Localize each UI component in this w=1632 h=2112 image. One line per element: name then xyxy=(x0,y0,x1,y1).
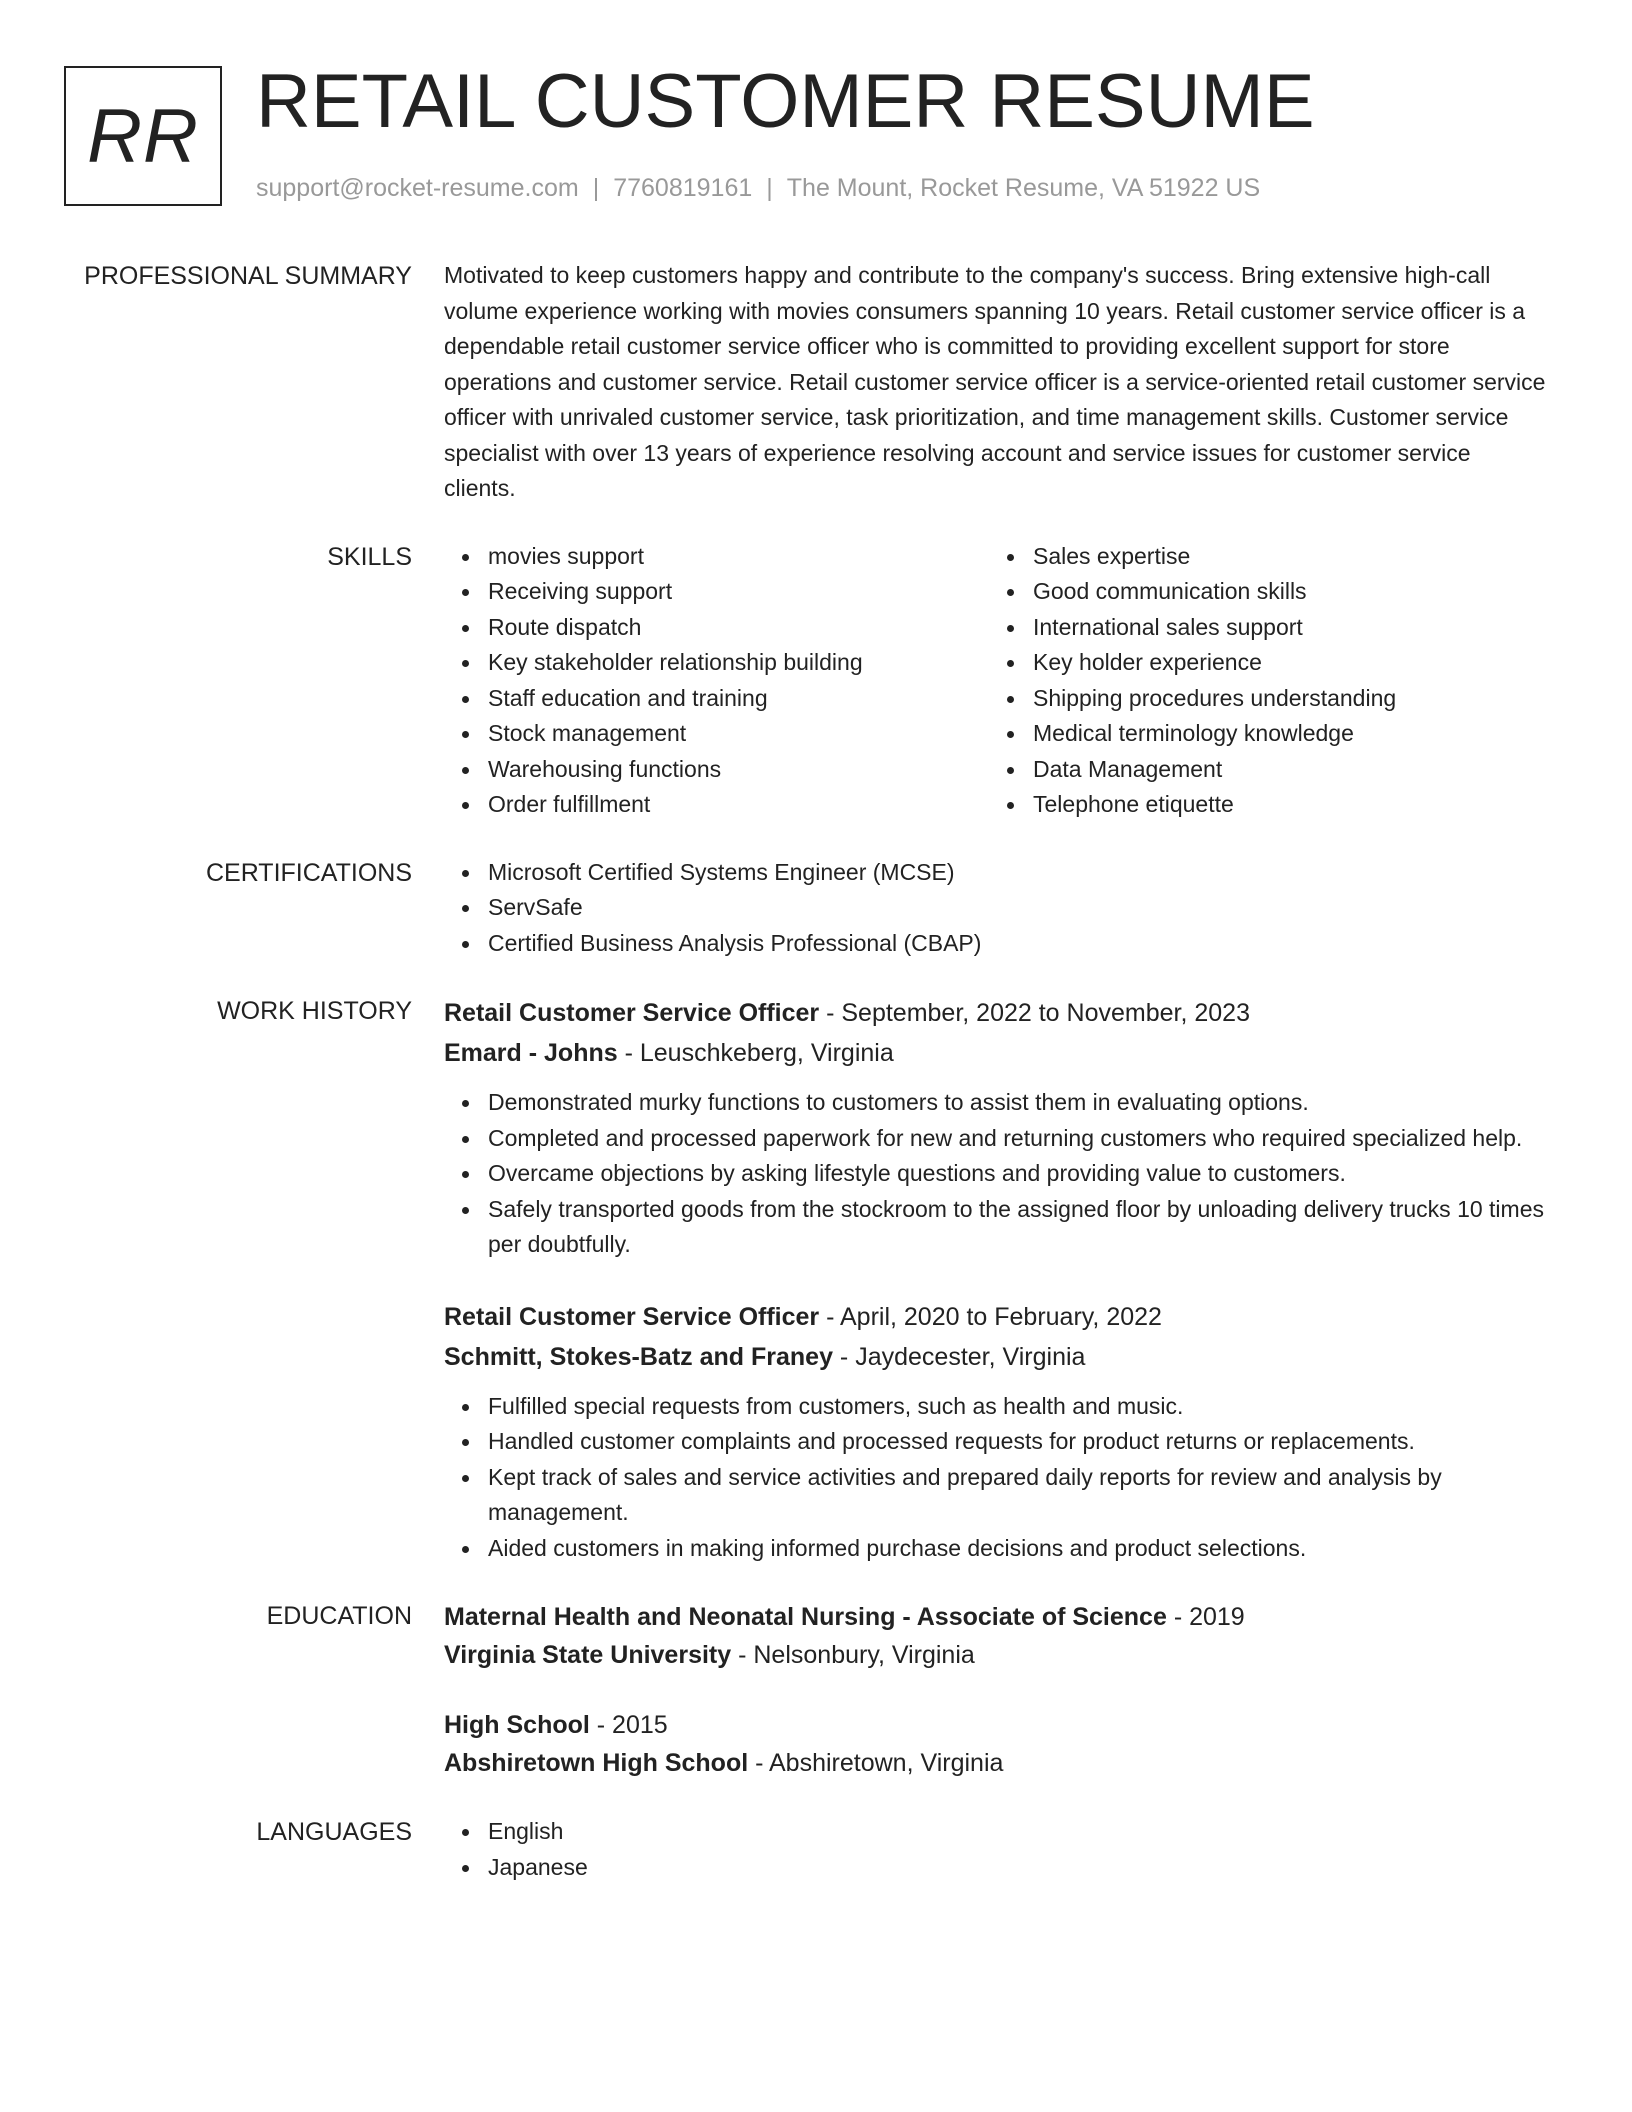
education-year: - 2019 xyxy=(1166,1603,1245,1631)
job-entry xyxy=(444,1297,1548,1567)
education-location: - Nelsonbury, Virginia xyxy=(731,1641,975,1669)
skill-item: Order fulfillment xyxy=(488,787,989,823)
skill-item: Receiving support xyxy=(488,574,989,610)
section-label-certifications: CERTIFICATIONS xyxy=(205,858,412,887)
work-history-body xyxy=(444,993,1548,1566)
section-label-languages: LANGUAGES xyxy=(256,1818,412,1846)
job-duty: Fulfilled special requests from customers, such as health and music. xyxy=(488,1389,1548,1425)
certification-item: Microsoft Certified Systems Engineer (MCSE) xyxy=(488,855,1548,891)
job-duties-list xyxy=(444,1389,1548,1567)
job-duty: Handled customer complaints and processed requests for product returns or replacements. xyxy=(488,1424,1548,1460)
languages-body xyxy=(444,1814,1548,1885)
skill-item: Warehousing functions xyxy=(488,752,989,788)
contact-address: The Mount, Rocket Resume, VA 51922 US xyxy=(786,174,1261,202)
education-body xyxy=(444,1598,1548,1782)
certification-item: ServSafe xyxy=(488,890,1548,926)
languages-section xyxy=(0,1814,1632,1885)
resume-title: RETAIL CUSTOMER RESUME xyxy=(256,59,1315,144)
education-year: - 2015 xyxy=(589,1711,668,1739)
section-label-work-history: WORK HISTORY xyxy=(217,997,412,1025)
certifications-list xyxy=(444,855,1548,962)
work-history-section xyxy=(0,993,1632,1566)
skills-list-right xyxy=(989,539,1534,823)
skills-column-left xyxy=(444,539,989,823)
education-degree-line xyxy=(444,1598,1548,1636)
education-degree: High School xyxy=(444,1711,590,1739)
certifications-body xyxy=(444,855,1548,962)
education-degree-line xyxy=(444,1706,1548,1744)
job-title: Retail Customer Service Officer xyxy=(444,1302,820,1331)
education-section xyxy=(0,1598,1632,1782)
skill-item: Stock management xyxy=(488,716,989,752)
monogram-initials: RR xyxy=(87,93,199,179)
summary-body xyxy=(444,258,1548,507)
section-label-education: EDUCATION xyxy=(266,1602,412,1630)
job-entry xyxy=(444,993,1548,1263)
contact-separator: | xyxy=(592,174,600,202)
certifications-section xyxy=(0,855,1632,962)
skill-item: Key stakeholder relationship building xyxy=(488,645,989,681)
job-duty: Kept track of sales and service activities and prepared daily reports for review and analysis by management. xyxy=(488,1460,1548,1531)
skill-item: Telephone etiquette xyxy=(1033,787,1534,823)
education-location: - Abshiretown, Virginia xyxy=(748,1749,1004,1777)
skill-item: Route dispatch xyxy=(488,610,989,646)
job-title-line xyxy=(444,1297,1548,1337)
contact-line xyxy=(256,174,1260,203)
job-duty: Overcame objections by asking lifestyle questions and providing value to customers. xyxy=(488,1156,1548,1192)
skill-item: Shipping procedures understanding xyxy=(1033,681,1534,717)
language-item: Japanese xyxy=(488,1850,1548,1886)
summary-text: Motivated to keep customers happy and contribute to the company's success. Bring extensive high-call volume experience working with movies consumers spanning 10 years. Retail customer service officer is a dependable retail customer service officer who is committed to providing excellent support for store operations and customer service. Retail customer service officer is a service-oriented retail customer service officer with unrivaled customer service, task prioritization, and time management skills. Customer service specialist with over 13 years of experience resolving account and service issues for customer service clients. xyxy=(444,262,1546,501)
job-title: Retail Customer Service Officer xyxy=(444,999,820,1027)
education-school: Abshiretown High School xyxy=(444,1749,749,1777)
job-duty: Demonstrated murky functions to customers to assist them in evaluating options. xyxy=(488,1085,1548,1121)
skill-item: Medical terminology knowledge xyxy=(1033,716,1534,752)
skills-list-left xyxy=(444,539,989,823)
education-degree: Maternal Health and Neonatal Nursing - Associate of Science xyxy=(444,1603,1167,1631)
section-label-skills: SKILLS xyxy=(327,542,412,571)
monogram-logo xyxy=(64,66,222,206)
section-label-summary: PROFESSIONAL SUMMARY xyxy=(84,262,412,290)
job-company-line xyxy=(444,1337,1548,1377)
skill-item: Key holder experience xyxy=(1033,645,1534,681)
contact-phone: 7760819161 xyxy=(613,174,753,202)
job-company-line xyxy=(444,1033,1548,1073)
job-company: Emard - Johns xyxy=(444,1039,618,1067)
resume-content xyxy=(0,258,1632,1917)
education-school: Virginia State University xyxy=(444,1641,732,1669)
skills-grid xyxy=(444,539,1548,823)
education-school-line xyxy=(444,1636,1548,1674)
contact-separator: | xyxy=(766,174,773,202)
certification-item: Certified Business Analysis Professional (CBAP) xyxy=(488,926,1548,962)
job-title-line xyxy=(444,993,1548,1033)
skill-item: Staff education and training xyxy=(488,681,989,717)
skill-item: Good communication skills xyxy=(1033,574,1534,610)
job-duty: Completed and processed paperwork for new and returning customers who required specialized help. xyxy=(488,1121,1548,1157)
contact-email: support@rocket-resume.com xyxy=(256,174,579,202)
skill-item: Sales expertise xyxy=(1033,539,1534,575)
skill-item: Data Management xyxy=(1033,752,1534,788)
skills-column-right xyxy=(989,539,1534,823)
job-dates: - April, 2020 to February, 2022 xyxy=(819,1302,1162,1331)
job-location: - Leuschkeberg, Virginia xyxy=(617,1039,894,1067)
job-location: - Jaydecester, Virginia xyxy=(832,1342,1086,1371)
education-school-line xyxy=(444,1744,1548,1782)
job-duty: Aided customers in making informed purchase decisions and product selections. xyxy=(488,1531,1548,1567)
job-duty: Safely transported goods from the stockroom to the assigned floor by unloading delivery trucks 10 times per doubtfully. xyxy=(488,1192,1548,1263)
job-dates: - September, 2022 to November, 2023 xyxy=(819,999,1250,1027)
summary-section xyxy=(0,258,1632,507)
languages-list xyxy=(444,1814,1548,1885)
job-duties-list xyxy=(444,1085,1548,1263)
education-entry xyxy=(444,1706,1548,1782)
education-entry xyxy=(444,1598,1548,1674)
job-company: Schmitt, Stokes-Batz and Franey xyxy=(444,1342,833,1371)
language-item: English xyxy=(488,1814,1548,1850)
skill-item: movies support xyxy=(488,539,989,575)
skills-section xyxy=(0,539,1632,823)
skills-body xyxy=(444,539,1548,823)
skill-item: International sales support xyxy=(1033,610,1534,646)
